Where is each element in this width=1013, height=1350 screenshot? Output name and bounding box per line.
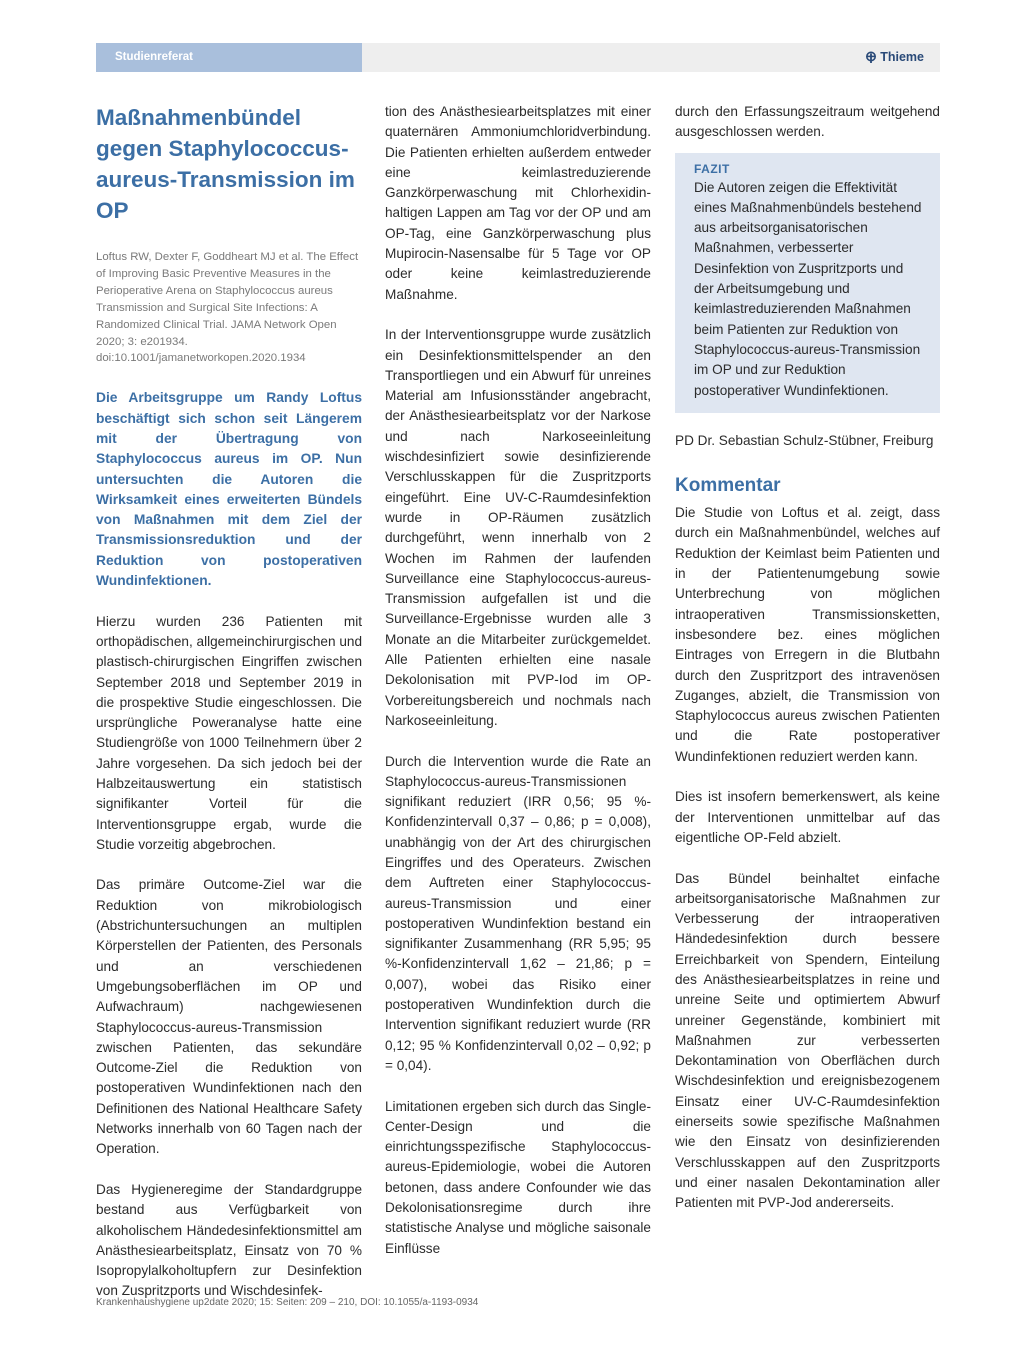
page-header bbox=[96, 43, 940, 72]
thieme-logo-icon bbox=[865, 51, 877, 65]
comment-heading: Kommentar bbox=[675, 475, 781, 497]
fazit-text: Die Autoren zeigen die Effektivität eines Maßnahmenbündels bestehend aus arbeitsorganisatorischen Maßnahmen, verbesserter Desinfektion von Zuspritzports und der Arbeitsumgebung und keimlastreduzierenden Maßnahmen beim Patienten zur Reduktion von Staphylococcus-aureus-Transmission im OP und zur Reduktion postoperativer Wundinfektionen. bbox=[694, 179, 922, 398]
column-3 bbox=[675, 102, 940, 1234]
page-footer: Krankenhaushygiene up2date 2020; 15: Seiten: 209 – 210, DOI: 10.1055/a-1193-0934 bbox=[96, 1297, 479, 1308]
brand-name: Thieme bbox=[880, 50, 924, 64]
body-paragraph: tion des Anästhesiearbeitsplatzes mit einer quaternären Ammoniumchloridverbindung. Die Patienten erhielten außerdem entweder eine keimlastreduzierende Ganzkörperwaschung mit Chlorhexidin-haltigen Lappen am Tag vor der OP und am OP-Tag, eine Ganzkörperwaschung plus Mupirocin-Nasensalbe für 5 Tage vor OP oder keine keimlastreduzierende Maßnahme. bbox=[385, 104, 651, 302]
body-paragraph: Durch die Intervention wurde die Rate an Staphylococcus-aureus-Transmissionen signifikant reduziert (IRR 0,56; 95 %-Konfidenzintervall 0,37 – 0,86; p = 0,008), unabhängig von der Art des chirurgischen Eingriffes und des Operateurs. Zwischen dem Auftreten einer Staphylococcus-aureus-Transmission und einer postoperativen Wundinfektion bestand ein signifikanter Zusammenhang (RR 5,95; 95 %-Konfidenzintervall 1,62 – 21,86; p = 0,007), wobei das Risiko einer postoperativen Wundinfektion durch die Intervention signifikant reduziert wurde (RR 0,12; 95 % Konfidenzintervall 0,02 – 0,92; p = 0,04). bbox=[385, 753, 651, 1073]
lead-paragraph: Die Arbeitsgruppe um Randy Loftus beschäftigt sich schon seit Längerem mit der Übertragung von Staphylococcus aureus im OP. Nun untersuchten die Autoren die Wirksamkeit eines erweiterten Bündels von Maßnahmen mit dem Ziel der Transmissionsreduktion und der Reduktion von postoperativen Wundinfektionen. bbox=[96, 390, 362, 589]
body-paragraph: Limitationen ergeben sich durch das Single-Center-Design und die einrichtungsspezifische Staphylococcus-aureus-Epidemiologie, wobei die Autoren betonen, dass andere Confounder wie das Dekolonisationsregime durch ihre statistische Analyse und mögliche saisonale Einflüsse bbox=[385, 1098, 651, 1256]
author-line: PD Dr. Sebastian Schulz-Stübner, Freiburg bbox=[675, 432, 934, 448]
body-paragraph: Das Hygieneregime der Standardgruppe bestand aus Verfügbarkeit von alkoholischem Händedesinfektionsmittel am Anästhesiearbeitsplatz, Einsatz von 70 % Isopropylalkoholtupfern zur Desinfektion von Zuspritzports und Wischdesinfek- bbox=[96, 1181, 362, 1299]
column-2 bbox=[385, 102, 651, 1279]
publisher-brand bbox=[865, 43, 924, 72]
comment-paragraph: Die Studie von Loftus et al. zeigt, dass durch ein Maßnahmenbündel, welches auf Reduktion der Keimlast beim Patienten und in der Patientenumgebung sowie Unterbrechung von möglichen intraoperativen Transmissionsketten, insbesondere bez. eines möglichen Eintrages von Erregern in die Blutbahn durch den Zuspritzport des intravenösen Zuganges, abzielt, die Transmission von Staphylococcus aureus zwischen Patienten und die Rate postoperativer Wundinfektionen reduziert werden kann. bbox=[675, 505, 940, 764]
fazit-heading: FAZIT bbox=[694, 161, 730, 176]
section-label: Studienreferat bbox=[96, 43, 362, 72]
fazit-box bbox=[675, 153, 940, 413]
body-paragraph: durch den Erfassungszeitraum weitgehend ausgeschlossen werden. bbox=[675, 104, 940, 140]
column-1 bbox=[96, 102, 362, 1322]
comment-paragraph: Dies ist insofern bemerkenswert, als keine der Interventionen unmittelbar auf das eigentliche OP-Feld abzielt. bbox=[675, 789, 940, 845]
body-paragraph: Das primäre Outcome-Ziel war die Reduktion von mikrobiologisch (Abstrichuntersuchungen an multiplen Körperstellen der Patienten, des Personals und an verschiedenen Umgebungsoberflächen im OP und Aufwachraum) nachgewiesenen Staphylococcus-aureus-Transmission zwischen Patienten, das sekundäre Outcome-Ziel die Reduktion von postoperativen Wundinfektionen nach den Definitionen des National Healthcare Safety Networks innerhalb von 60 Tagen nach der Operation. bbox=[96, 877, 362, 1157]
comment-paragraph: Das Bündel beinhaltet einfache arbeitsorganisatorische Maßnahmen zur Verbesserung der intraoperativen Händedesinfektion durch bessere Erreichbarkeit von Spendern, Einteilung des Anästhesiearbeitsplatzes in reine und unreine Seite und optimiertem Abwurf unreiner Gegenstände, kombiniert mit Maßnahmen zur verbesserten Dekontamination von Oberflächen durch Wischdesinfektion und ereignisbezogenem Einsatz einer UV-C-Raumdesinfektion einerseits sowie spezifische Maßnahmen wie den Einsatz von desinfizierenden Verschlusskappen auf den Zuspritzports und einer nasalen Dekontamination aller Patienten mit PVP-Jod andererseits. bbox=[675, 870, 940, 1211]
citation: Loftus RW, Dexter F, Goddheart MJ et al. The Effect of Improving Basic Preventive Measures in the Perioperative Arena on Staphylococcus aureus Transmission and Surgical Site Infections: A Randomized Clinical Trial. JAMA Network Open 2020; 3: e201934. doi:10.1001/jamanetworkopen.2020.1934 bbox=[96, 251, 359, 365]
body-paragraph: Hierzu wurden 236 Patienten mit orthopädischen, allgemeinchirurgischen und plastisch-chirurgischen Eingriffen zwischen September 2018 und September 2019 in die prospektive Studie eingeschlossen. Die ursprüngliche Poweranalyse hatte eine Studiengröße von 1000 Teilnehmern über 2 Jahre vorgesehen. Da sich jedoch bei der Halbzeitauswertung ein statistisch signifikanter Vorteil für die Interventionsgruppe ergab, wurde die Studie vorzeitig abgebrochen. bbox=[96, 613, 363, 852]
body-paragraph: In der Interventionsgruppe wurde zusätzlich ein Desinfektionsmittelspender an den Transportliegen und ein Abwurf für unreines Material am Infusionsständer angebracht, der Anästhesiearbeitsplatz vor der Narkose und nach Narkoseeinleitung wischdesinfiziert sowie desinfizierende Verschlusskappen für die Zuspritzports eingeführt. Eine UV-C-Raumdesinfektion wurde in OP-Räumen zusätzlich durchgeführt, wenn innerhalb von 2 Wochen im Rahmen der laufenden Surveillance eine Staphylococcus-aureus-Transmission aufgefallen ist und die Surveillance-Ergebnisse wurden alle 3 Monate an die Mitarbeiter zurückgemeldet. Alle Patienten erhielten eine nasale Dekolonisation mit PVP-Iod im OP-Vorbereitungsbereich und nochmals nach Narkoseeinleitung. bbox=[385, 327, 651, 728]
article-title: Maßnahmenbündel gegen Staphylococcusaureus-Transmission im OP bbox=[96, 105, 355, 223]
